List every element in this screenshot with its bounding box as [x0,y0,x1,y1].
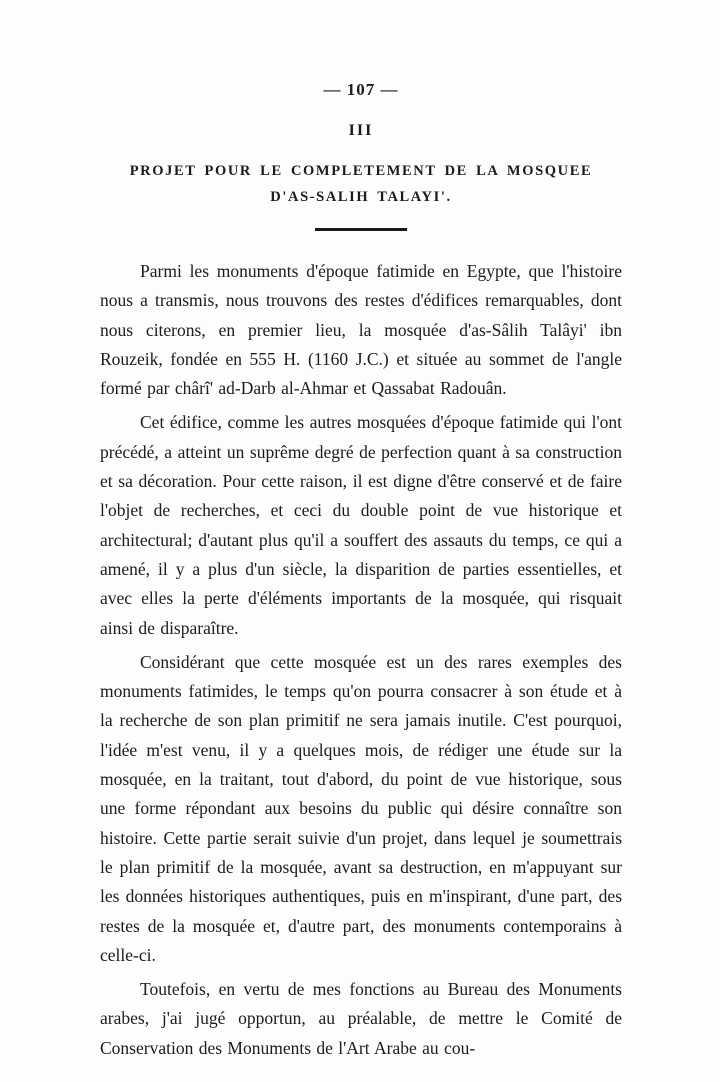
paragraph-3: Considérant que cette mosquée est un des rares exemples des monuments fatimides, le temps qu'on pourra consacrer à son étude et à la recherche de son plan primitif ne sera jamais inutile. C'est pourquoi, l'idée m'est venu, il y a quelques mois, de rédiger une étude sur la mosquée, en la traitant, tout d'abord, du point de vue historique, sous une forme répondant aux besoins du public qui désire connaître son histoire. Cette partie serait suivie d'un projet, dans lequel je soumettrais le plan primitif de la mosquée, avant sa destruction, en m'appuyant sur les données historiques authentiques, puis en m'inspirant, d'une part, des restes de la mosquée et, d'autre part, des monuments contemporains à celle-ci. [100,651,622,965]
page-number: — 107 — [323,80,399,99]
paragraph-4: Toutefois, en vertu de mes fonctions au Bureau des Monuments arabes, j'ai jugé opportun, au préalable, de mettre le Comité de Conservation des Monuments de l'Art Arabe au cou- [100,979,622,1058]
section-number: III [348,122,374,139]
document-title-line-2: D'AS-SALIH TALAYI'. [270,189,452,205]
body-text [100,257,622,1063]
paragraph-2: Cet édifice, comme les autres mosquées d'époque fatimide qui l'ont précédé, a atteint un suprême degré de perfection quant à sa construction et sa décoration. Pour cette raison, il est digne d'être conservé et de faire l'objet de recherches, et ceci du double point de vue historique et architectural; d'autant plus qu'il a souffert des assauts du temps, ce qui a amené, il y a plus d'un siècle, la disparition de parties essentielles, et avec elles la perte d'éléments importants de la mosquée, qui risquait ainsi de disparaître. [100,412,622,638]
document-title-line-1: PROJET POUR LE COMPLETEMENT DE LA MOSQUEE [129,163,593,179]
document-title [100,158,622,210]
paragraph-1: Parmi les monuments d'époque fatimide en Egypte, que l'histoire nous a transmis, nous trouvons des restes d'édifices remarquables, dont nous citerons, en premier lieu, la mosquée d'as-Sâlih Talâyi' ibn Rouzeik, fondée en 555 H. (1160 J.C.) et située au sommet de l'angle formé par chârî' ad-Darb al-Ahmar et Qassabat Radouân. [100,261,622,399]
title-divider-rule [315,228,407,231]
